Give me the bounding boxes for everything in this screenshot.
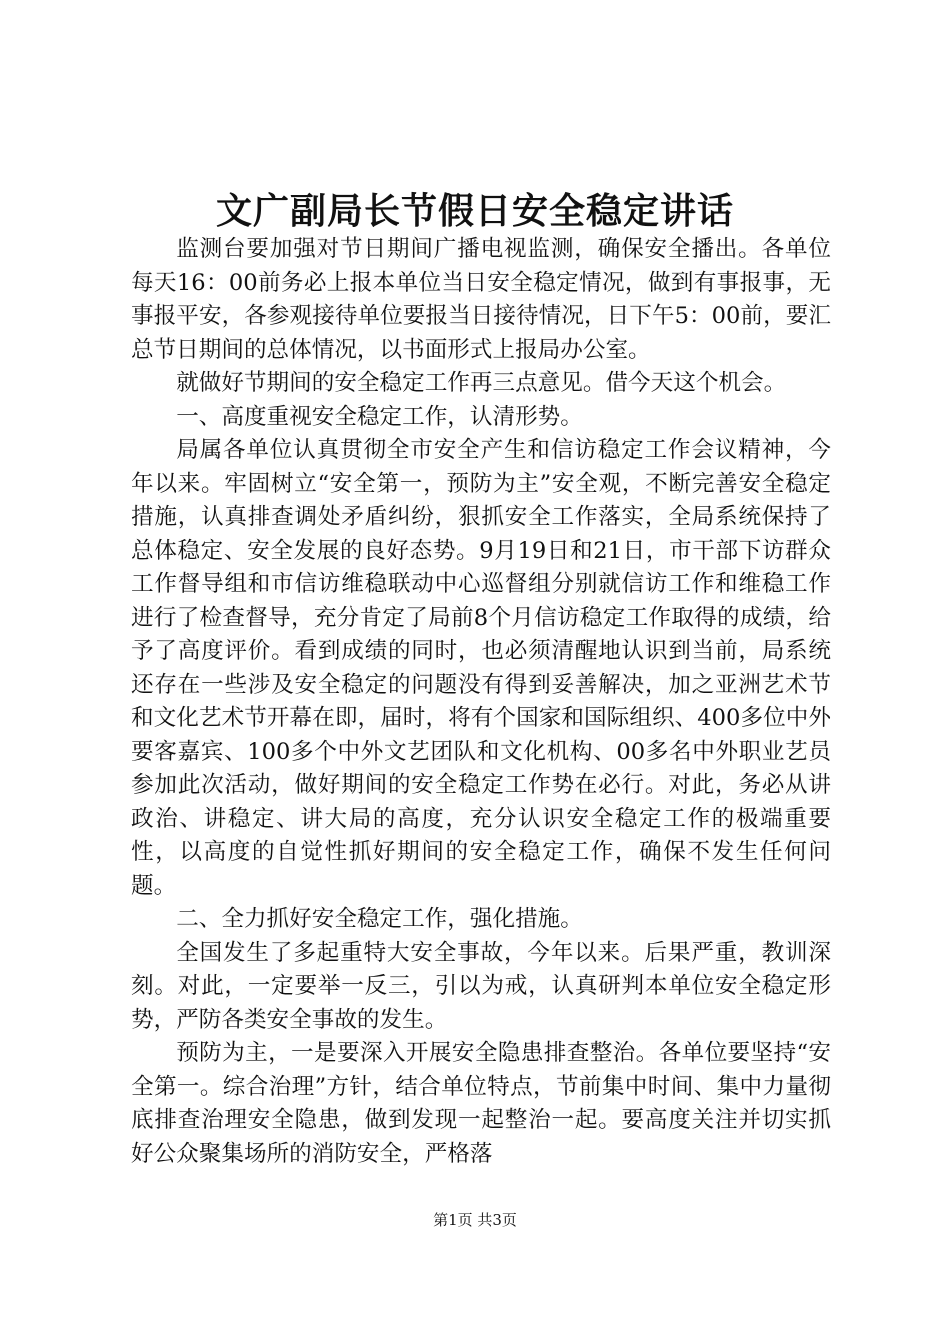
section-heading-2: 二、全力抓好安全稳定工作，强化措施。 — [176, 906, 583, 932]
paragraph-intro: 就做好节期间的安全稳定工作再三点意见。借今天这个机会。 — [176, 370, 787, 396]
paragraph-prevention: 预防为主，一是要深入开展安全隐患排查整治。各单位要坚持“安全第一。综合治理”方针，结合单位特点，节前集中时间、集中力量彻底排查治理安全隐患，做到发现一起整治一起。要高度关注并切实抓好公众聚集场所的消防安全，严格落 — [131, 1040, 831, 1167]
paragraph-section-1: 局属各单位认真贯彻全市安全产生和信访稳定工作会议精神，今年以来。牢固树立“安全第一，预防为主”安全观，不断完善安全稳定措施，认真排查调处矛盾纠纷，狠抓安全工作落实，全局系统保持了总体稳定、安全发展的良好态势。9月19日和21日，市干部下访群众工作督导组和市信访维稳联动中心巡督组分别就信访工作和维稳工作进行了检查督导，充分肯定了局前8个月信访稳定工作取得的成绩，给予了高度评价。看到成绩的同时，也必须清醒地认识到当前，局系统还存在一些涉及安全稳定的问题没有得到妥善解决，加之亚洲艺术节和文化艺术节开幕在即，届时，将有个国家和国际组织、400多位中外要客嘉宾、100多个中外文艺团队和文化机构、00多名中外职业艺员参加此次活动，做好期间的安全稳定工作势在必行。对此，务必从讲政治、讲稳定、讲大局的高度，充分认识安全稳定工作的极端重要性，以高度的自觉性抓好期间的安全稳定工作，确保不发生任何问题。 — [131, 437, 831, 899]
section-heading-1: 一、高度重视安全稳定工作，认清形势。 — [176, 403, 583, 430]
document-body — [131, 233, 831, 1171]
paragraph-accidents: 全国发生了多起重特大安全事故，今年以来。后果严重，教训深刻。对此，一定要举一反三，引以为戒，认真研判本单位安全稳定形势，严防各类安全事故的发生。 — [131, 939, 831, 1033]
paragraph-monitoring: 监测台要加强对节日期间广播电视监测，确保安全播出。各单位每天16：00前务必上报本单位当日安全稳定情况，做到有事报事，无事报平安，各参观接待单位要报当日接待情况，日下午5：00前，要汇总节日期间的总体情况，以书面形式上报局办公室。 — [131, 236, 831, 363]
document-title: 文广副局长节假日安全稳定讲话 — [215, 190, 734, 232]
page-footer: 第1页 共3页 — [433, 1211, 517, 1229]
